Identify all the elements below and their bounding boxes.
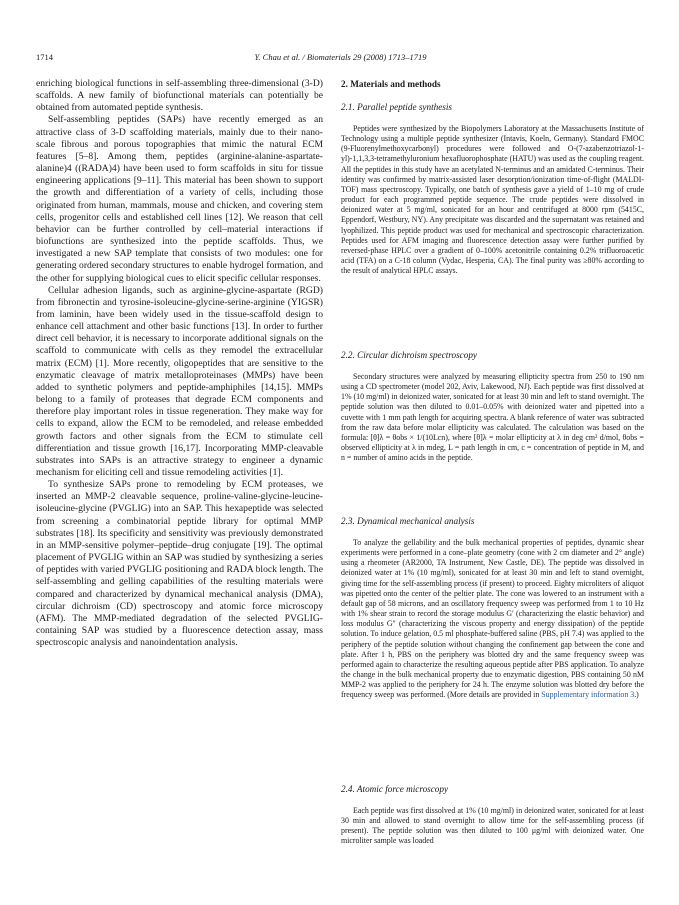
- section-2-1: [341, 78, 644, 276]
- subsection-tail: .): [634, 690, 639, 700]
- page-number: 1714: [36, 52, 53, 62]
- subsection-text: Each peptide was first dissolved at 1% (10 mg/ml) in deionized water, sonicated for at least 30 min and allowed to stand overnight to allow time for the self-assembling process (if present). The peptide solution was then diluted to 100 μg/ml with deionized water. One microliter sample was loaded: [341, 806, 644, 846]
- paragraph: Self-assembling peptides (SAPs) have recently emerged as an attractive class of 3-D scaffolding materials, mainly due to their nano-scale fibrous and porous topographies that mimic the natural ECM features [5–8]. Among them, peptides (arginine-alanine-aspartate-alanine)4 ((RADA)4) have been used to form scaffolds in situ for tissue engineering applications [9–11]. This material has been shown to support the growth and differentiation of a variety of cells, including those originated from human, mammals, mouse and chicken, and covering stem cells, progenitor cells and established cell lines [12]. We reason that cell behavior can be further controlled by cell–material interactions if biofunctions are synthesized into the peptide scaffolds. Thus, we investigated a new SAP template that consists of two modules: one for generating ordered secondary structures to enable hydrogel formation, and the other for supplying biological cues to elicit specific cellular responses.: [36, 114, 323, 284]
- subsection-text: Peptides were synthesized by the Biopolymers Laboratory at the Massachusetts Institute of Technology using a multiple peptide synthesizer (Intavis, Koeln, Germany). Standard FMOC (9-Fluorenylmethoxycarbonyl) procedures were followed and O-(7-azabenzotriazol-1-yl)-1,1,3,3-tetramethyluronium hexafluorophosphate (HATU) was used as the coupling reagent. All the peptides in this study have an acetylated N-terminus and an amidated C-terminus. Their identity was confirmed by matrix-assisted laser desorption/ionization time-of-flight (MALDI-TOF) mass spectroscopy. Typically, one batch of synthesis gave a yield of 1–10 mg of crude product for each programmed peptide sequence. The crude peptides were dissolved in deionized water at 5 mg/ml, sonicated for an hour and centrifuged at 8000 rpm (5415C, Eppendorf, Westbury, NY). Any precipitate was discarded and the supernatant was retained and lyophilized. This peptide product was used for mechanical and spectroscopic characterization. Peptides used for AFM imaging and fluorescence detection assay were further purified by reversed-phase HPLC over a gradient of 0–100% acetonitrile containing 0.2% trifluoroacetic acid (TFA) on a C-18 column (Vydac, Hesperia, CA). The final purity was ≥80% according to the result of analytical HPLC assays.: [341, 124, 644, 276]
- paragraph: To synthesize SAPs prone to remodeling by ECM proteases, we inserted an MMP-2 cleavable sequence, proline-valine-glycine-leucine-isoleucine-glycine (PVGLIG) into an SAP. This hexapeptide was selected from screening a combinatorial peptide library for optimal MMP substrates [18]. Its specificity and sensitivity was previously demonstrated in an MMP-sensitive polymer–peptide–drug conjugate [19]. The optimal placement of PVGLIG within an SAP was studied by synthesizing a series of peptides with varied PVGLIG positioning and RADA block length. The self-assembling and gelling capabilities of the resulting materials were compared and characterized by dynamical mechanical analysis (DMA), circular dichroism (CD) spectroscopy and atomic force microscopy (AFM). The MMP-mediated degradation of the selected PVGLIG-containing SAP was studied by a fluorescence detection assay, mass spectroscopic analysis and nanoindentation analysis.: [36, 479, 323, 649]
- section-2-4: [341, 783, 644, 847]
- paragraph: Cellular adhesion ligands, such as arginine-glycine-aspartate (RGD) from fibronectin and tyrosine-isoleucine-glycine-serine-arginine (YIGSR) from laminin, have been widely used in the tissue-scaffold design to enhance cell attachment and other basic functions [13]. In order to further direct cell behavior, it is necessary to incorporate additional signals on the scaffold to communicate with cells as they remodel the extracellular matrix (ECM) [1]. More recently, oligopeptides that are sensitive to the enzymatic cleavage of matrix metalloproteinases (MMPs) have been added to synthetic polymers and peptide-amphiphiles [14,15]. MMPs belong to a family of proteases that degrade ECM components and therefore play important roles in tissue regeneration. They make way for cells to expand, allow the ECM to be remodeled, and release embedded growth factors and other signals from the ECM to stimulate cell differentiation and tissue growth [16,17]. Incorporating MMP-cleavable substrates into SAPs is an attractive strategy to engineer a dynamic mechanism for eliciting cell and tissue remodeling activities [1].: [36, 284, 323, 478]
- section-title: 2. Materials and methods: [341, 79, 441, 89]
- subsection-title: 2.3. Dynamical mechanical analysis: [341, 516, 475, 526]
- section-2-3: [341, 515, 644, 701]
- subsection-body: To analyze the gellability and the bulk mechanical properties of peptides, dynamic shear experiments were performed in a cone–plate geometry (cone with 2 cm diameter and 2° angle) using a rheometer (AR2000, TA Instrument, New Castle, DE). The peptide was dissolved in deionized water at 1% (10 mg/ml), sonicated for at least 30 min and left to stand overnight, giving time for the self-assembling process (if present) to proceed. Eighty microliters of aliquot was pipetted onto the center of the peltier plate. The cone was lowered to an instrument with a default gap of 58 microns, and an oscillatory frequency sweep was performed from 1 to 10 Hz with 1% shear strain to record the storage modulus G′ (characterizing the elastic behavior) and loss modulus G″ (characterizing the viscous property and energy dissipation) of the peptide solution. To induce gelation, 0.5 ml phosphate-buffered saline (PBS, pH 7.4) was applied to the periphery of the peptide solution without changing the confinement gap between the cone and plate. After 1 h, PBS on the periphery was blotted dry and the same frequency sweep was performed again to characterize the resulting aqueous peptide after PBS application. To analyze the change in the bulk mechanical property due to enzymatic digestion, PBS containing 50 nM MMP-2 was applied to the periphery for 24 h. The enzyme solution was blotted dry before the frequency sweep was performed. (More details are provided in: [341, 538, 644, 700]
- supplementary-link[interactable]: Supplementary information 3: [541, 690, 635, 700]
- subsection-text: Secondary structures were analyzed by measuring ellipticity spectra from 250 to 190 nm using a CD spectrometer (model 202, Aviv, Lakewood, NJ). Each peptide was first dissolved at 1% (10 mg/ml) in deionized water, sonicated for at least 30 min and left to stand overnight. The peptide solution was then diluted to 0.01–0.05% with deionized water and pipetted into a cuvette with 1 mm path length for acquiring spectra. A blank reference of water was subtracted from the raw data before molar ellipticity was calculated. The calculation was based on the formula: [θ]λ = θobs × 1/(10Lcn), where [θ]λ = molar ellipticity at λ in deg cm² d/mol, θobs = observed ellipticity at λ in mdeg, L = path length in cm, c = concentration of peptide in M, and n = number of amino acids in the peptide.: [341, 372, 644, 463]
- paragraph: enriching biological functions in self-assembling three-dimensional (3-D) scaffolds. A new family of biofunctional materials can potentially be obtained from automated peptide synthesis.: [36, 78, 323, 114]
- running-header: [36, 50, 645, 64]
- subsection-title: 2.2. Circular dichroism spectroscopy: [341, 350, 478, 360]
- subsection-title: 2.4. Atomic force microscopy: [341, 784, 449, 794]
- left-column: [36, 78, 323, 649]
- section-2-2: [341, 349, 644, 463]
- subsection-text: [341, 538, 644, 701]
- subsection-title: 2.1. Parallel peptide synthesis: [341, 102, 452, 112]
- journal-citation: Y. Chau et al. / Biomaterials 29 (2008) 1713–1719: [254, 52, 427, 62]
